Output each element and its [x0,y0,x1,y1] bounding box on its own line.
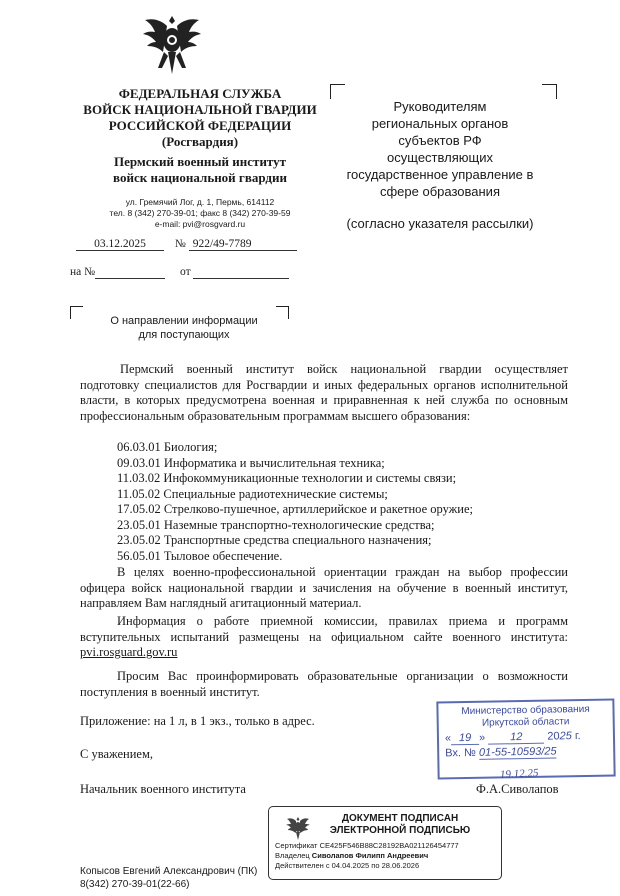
number-prefix: № [174,238,186,250]
document-number: 922/49-7789 [189,238,297,251]
program-item: 06.03.01 Биология; [117,440,218,454]
program-item: 17.05.02 Стрелково-пушечное, артиллерийское и ракетное оружие; [117,502,474,516]
stamp-year-mark: г. [574,730,581,743]
agency-name: ФЕДЕРАЛЬНАЯ СЛУЖБА ВОЙСК НАЦИОНАЛЬНОЙ ГВАРДИИ РОССИЙСКОЙ ФЕДЕРАЦИИ (Росгвардия) [83,86,317,149]
body-paragraph-2: В целях военно-профессиональной ориентации граждан на выбор профессии офицера войск национальной гвардии и зачисления на обучение в военный институт, направляем Вам наглядный агитационный материал. [80,565,568,610]
body-paragraph-3 [80,614,568,661]
stamp-line1: Министерство образования [461,703,590,718]
owner-name: Сиволапов Филипп Андреевич [311,851,429,860]
body-intro: Пермский военный институт войск национальной гвардии осуществляет подготовку специалистов для Росгвардии и иных федеральных органов исполнительной власти, в которых предусмотрена военная и приравненная к ней служба по основным профессиональным образовательным программам высшего образования: [80,362,568,423]
closing: С уважением, [80,747,153,761]
stamp-year-suffix: 25 [559,730,572,743]
program-item: 56.05.01 Тыловое обеспечение. [117,548,283,563]
rosgvardia-emblem-icon [140,12,204,78]
stamp-month: 12 [488,731,544,745]
subject-bracket-left [70,306,83,319]
para3-text: Информация о работе приемной комиссии, правилах приема и программ вступительных испытаний размещены на официальном сайте военного института: [80,614,568,644]
stamp-in-label: Вх. № [445,746,476,760]
body-paragraph-4: Просим Вас проинформировать образовательные организации о возможности поступления в военный институт. [80,669,568,699]
stamp-year-prefix: 20 [547,730,560,743]
program-item: 23.05.01 Наземные транспортно-технологические средства; [117,517,435,532]
program-list [117,440,473,564]
owner-label: Владелец [275,851,310,860]
e-signature-title-1: ДОКУМЕНТ ПОДПИСАН [341,813,459,824]
program-item: 11.05.02 Специальные радиотехнические системы; [117,486,388,501]
signer-title: Начальник военного института [80,782,246,796]
executor-phone: 8(342) 270-39-01(22-66) [80,879,190,890]
website-link[interactable]: pvi.rosguard.gov.ru [80,645,178,659]
document-date-number [76,238,297,251]
institute-name: Пермский военный институт войск национальной гвардии [113,154,287,185]
executor [80,865,257,891]
program-item: 23.05.02 Транспортные средства специального назначения; [117,533,432,547]
executor-name: Копысов Евгений Александрович (ПК) [80,866,258,877]
handwritten-date: 19.12.25 [499,767,539,781]
institute-address: ул. Гремячий Лог, д. 1, Пермь, 614112 тел. 8 (342) 270-39-01; факс 8 (342) 270-39-59 e-mail: pvi@rosgvard.ru [109,197,291,229]
ref-from-label: от [179,266,191,278]
ref-label: на № [70,266,96,278]
recipient-bracket-left [330,84,345,99]
program-item: 09.03.01 Информатика и вычислительная техника; [117,455,385,470]
subject-bracket-right [276,306,289,319]
validity-period: Действителен с 04.04.2025 по 28.06.2026 [275,861,420,870]
e-signature-title-2: ЭЛЕКТРОННОЙ ПОДПИСЬЮ [329,825,471,836]
stamp-in-number: 01-55-10593/25 [478,745,557,759]
incoming-stamp: Министерство образования Иркутской области « 19 » 12 2025 г. Вх. № 01-55-10593/25 [436,698,615,779]
recipient-note: (согласно указателя рассылки) [346,216,534,231]
cert-number: CE425F546B88C28192BA021126454777 [319,841,459,850]
attachment-note: Приложение: на 1 л, в 1 экз., только в адрес. [80,714,315,728]
program-item: 11.03.02 Инфокоммуникационные технологии и системы связи; [117,471,457,485]
cert-label: Сертификат [275,841,318,850]
recipient-bracket-right [542,84,557,99]
reference-line [70,266,289,279]
document-date: 03.12.2025 [76,238,164,251]
stamp-day: 19 [451,732,479,745]
stamp-line2: Иркутской области [481,716,570,729]
e-signature-block [268,806,502,880]
e-signature-emblem-icon [285,815,311,841]
recipient-block: Руководителям региональных органов субъектов РФ осуществляющих государственное управление в сфере образования (согласно указателя рассылки) [330,98,550,232]
signer-name: Ф.А.Сиволапов [476,782,559,796]
subject: О направлении информации для поступающих [110,315,258,341]
